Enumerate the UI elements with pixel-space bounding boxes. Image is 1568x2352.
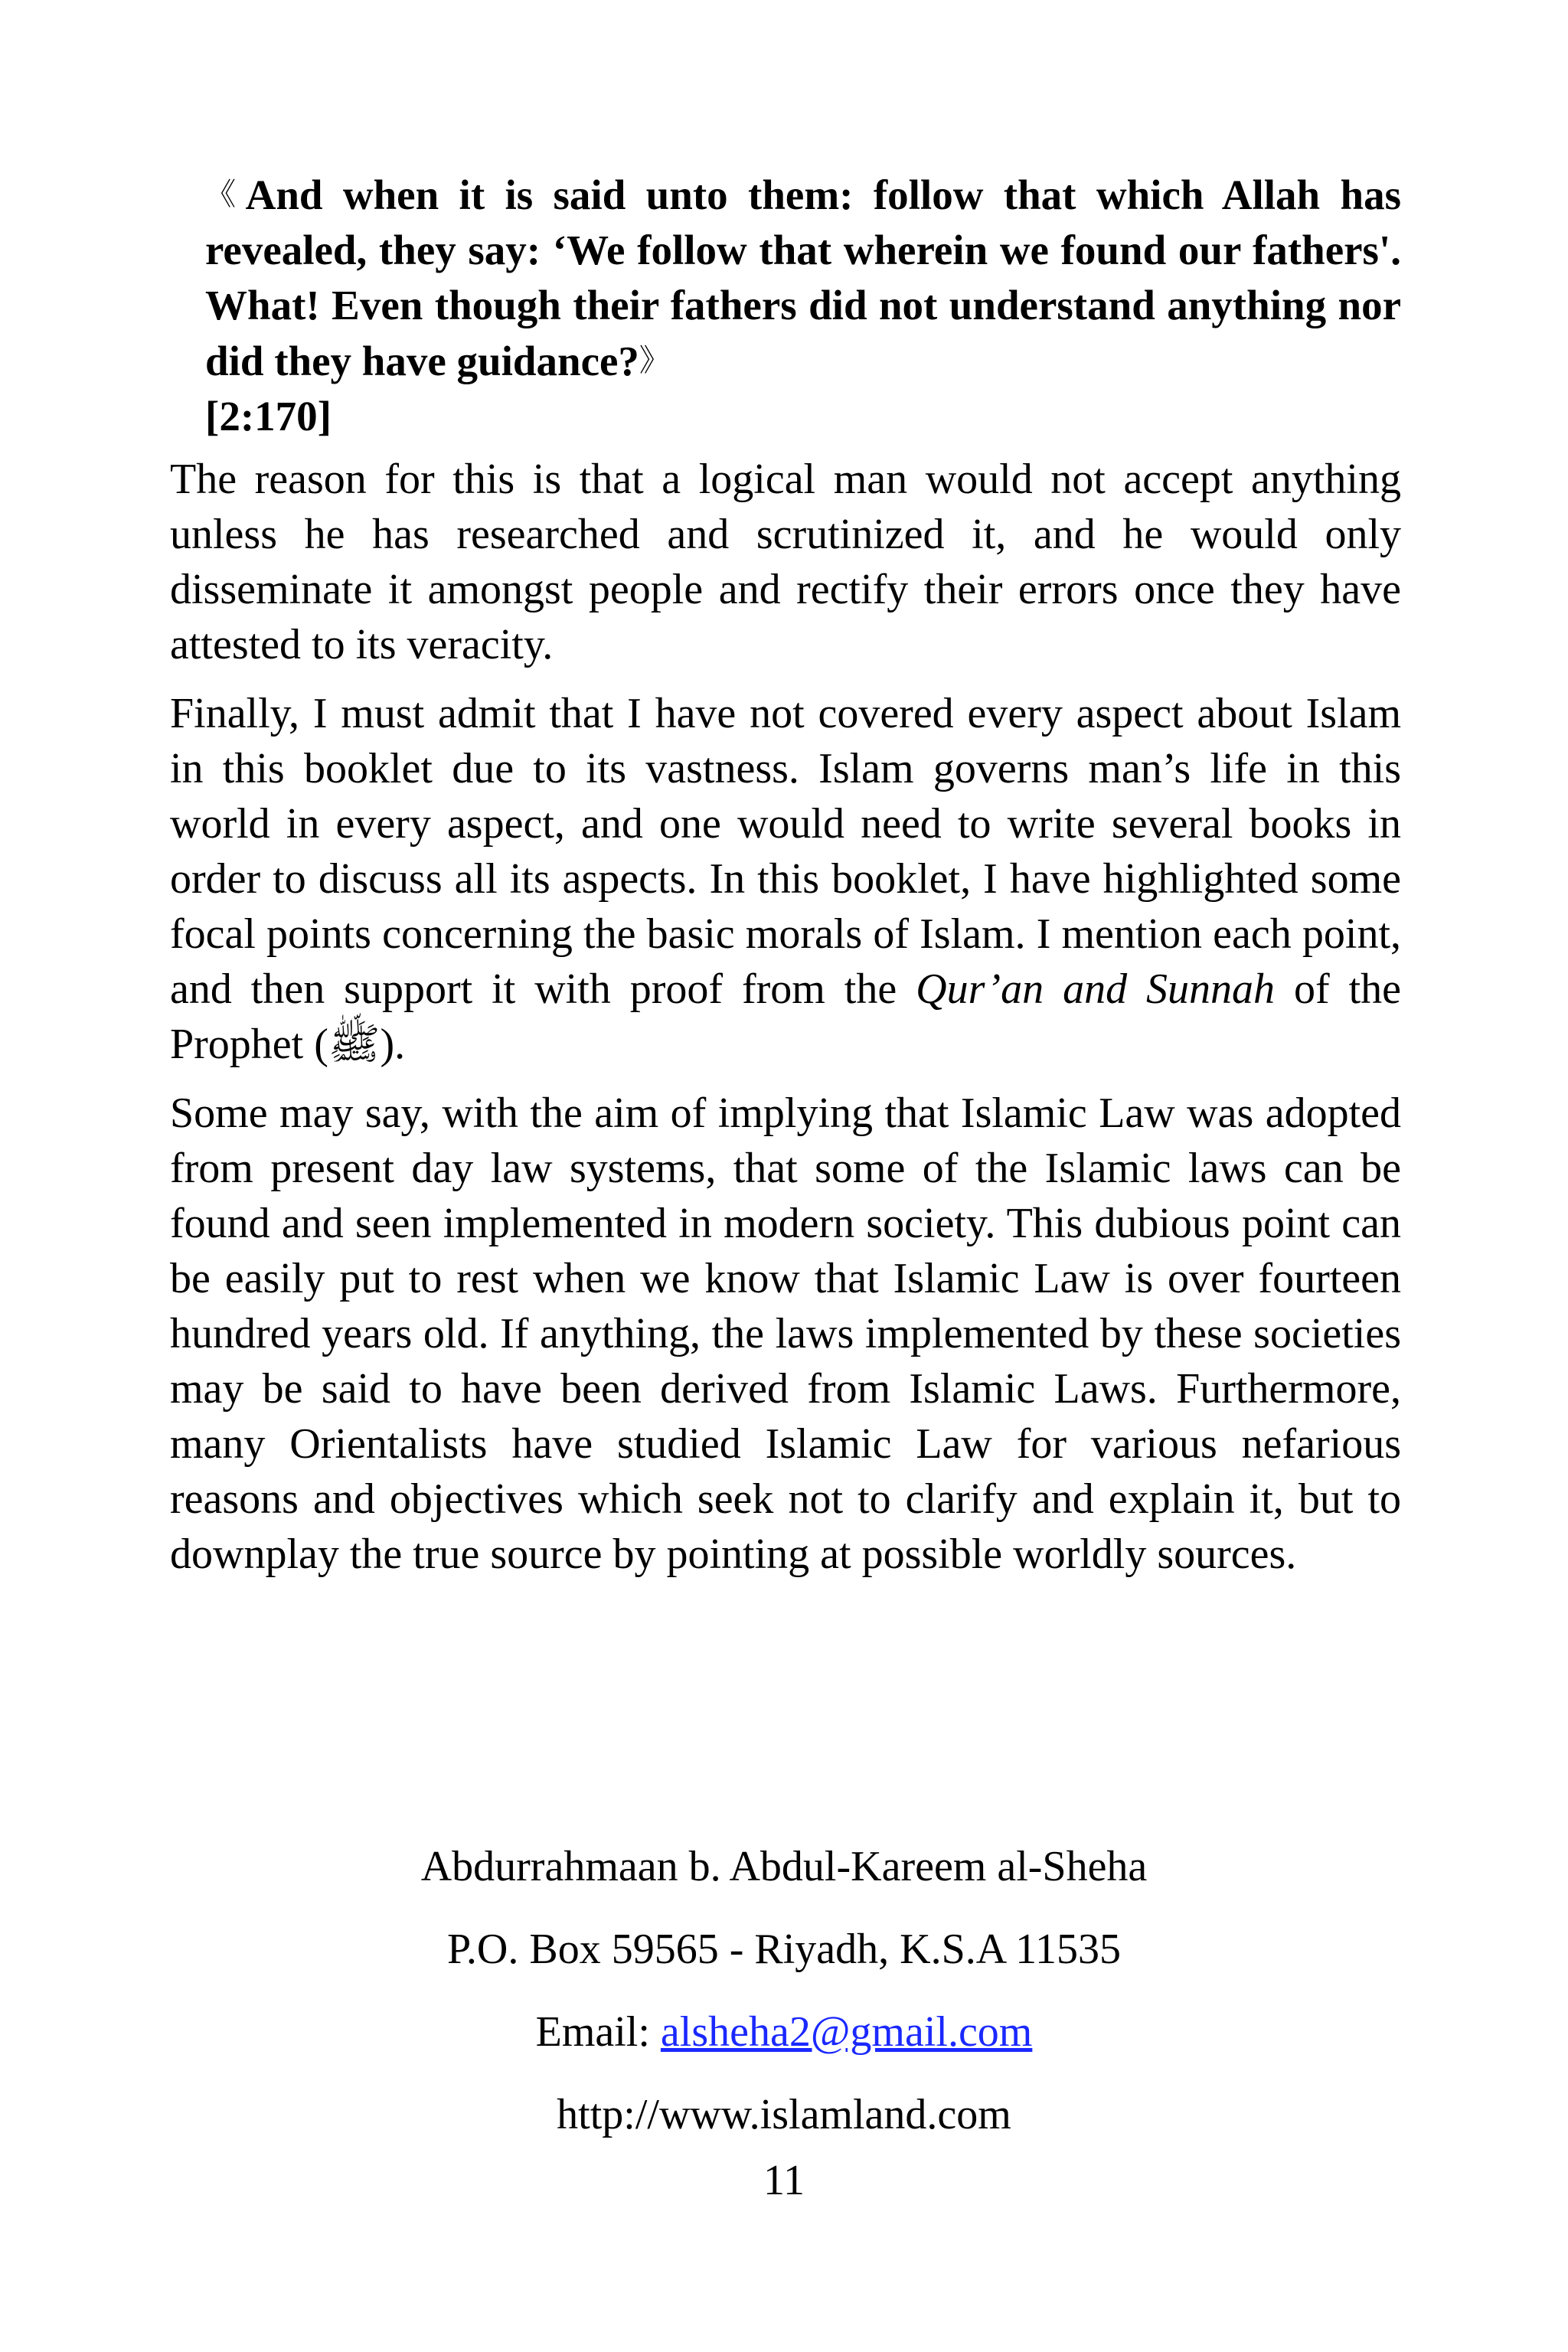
postal-address: P.O. Box 59565 - Riyadh, K.S.A 11535 [446, 1926, 1121, 1973]
paragraph-booklet-scope-end: of the Prophet (ﷺ). [170, 965, 1402, 1068]
quran-sunnah-italic: Qur’an and Sunnah [916, 965, 1276, 1013]
author-name: Abdurrahmaan b. Abdul-Kareem al-Sheha [420, 1843, 1148, 1890]
quran-quote [205, 167, 1401, 444]
page-number: 11 [763, 2157, 805, 2204]
email-label: Email: [535, 2008, 661, 2056]
website-url: http://www.islamland.com [557, 2091, 1011, 2138]
paragraph-islamic-law: Some may say, with the aim of implying that Islamic Law was adopted from present day law systems, that some of the Islamic laws can be found and seen implemented in modern society. This dubious point can be easily put to rest when we know that Islamic Law is over fourteen hundred years old. If anything, the laws implemented by these societies may be said to have been derived from Islamic Laws. Furthermore, many Orientalists have studied Islamic Law for various nefarious reasons and objectives which seek not to clarify and explain it, but to downplay the true source by pointing at possible worldly sources. [170, 1089, 1401, 1578]
quote-close-ornament: 》 [639, 343, 670, 377]
quote-open-ornament: 《 [205, 177, 246, 211]
paragraph-logical-man: The reason for this is that a logical man would not accept anything unless he has researched and scrutinized it, and he would only disseminate it amongst people and rectify their errors once they have attested to its veracity. [170, 456, 1401, 668]
paragraph-booklet-scope-text: Finally, I must admit that I have not covered every aspect about Islam in this booklet due to its vastness. Islam governs man’s life in this world in every aspect, and one would need to write several books in order to discuss all its aspects. In this booklet, I have highlighted some focal points concerning the basic morals of Islam. I mention each point, and then support it with proof from the [170, 690, 1401, 1013]
email-line [0, 2004, 1568, 2060]
paragraph-booklet-scope [170, 686, 1401, 1072]
email-link[interactable]: alsheha2@gmail.com [660, 2008, 1033, 2056]
body-text [170, 167, 1401, 1596]
quote-text: And when it is said unto them: follow that which Allah has revealed, they say: ‘We follow that wherein we found our fathers'. What! Even though their fathers did not understand anything nor did they have guidance? [205, 172, 1401, 384]
quote-reference: [2:170] [205, 393, 332, 439]
